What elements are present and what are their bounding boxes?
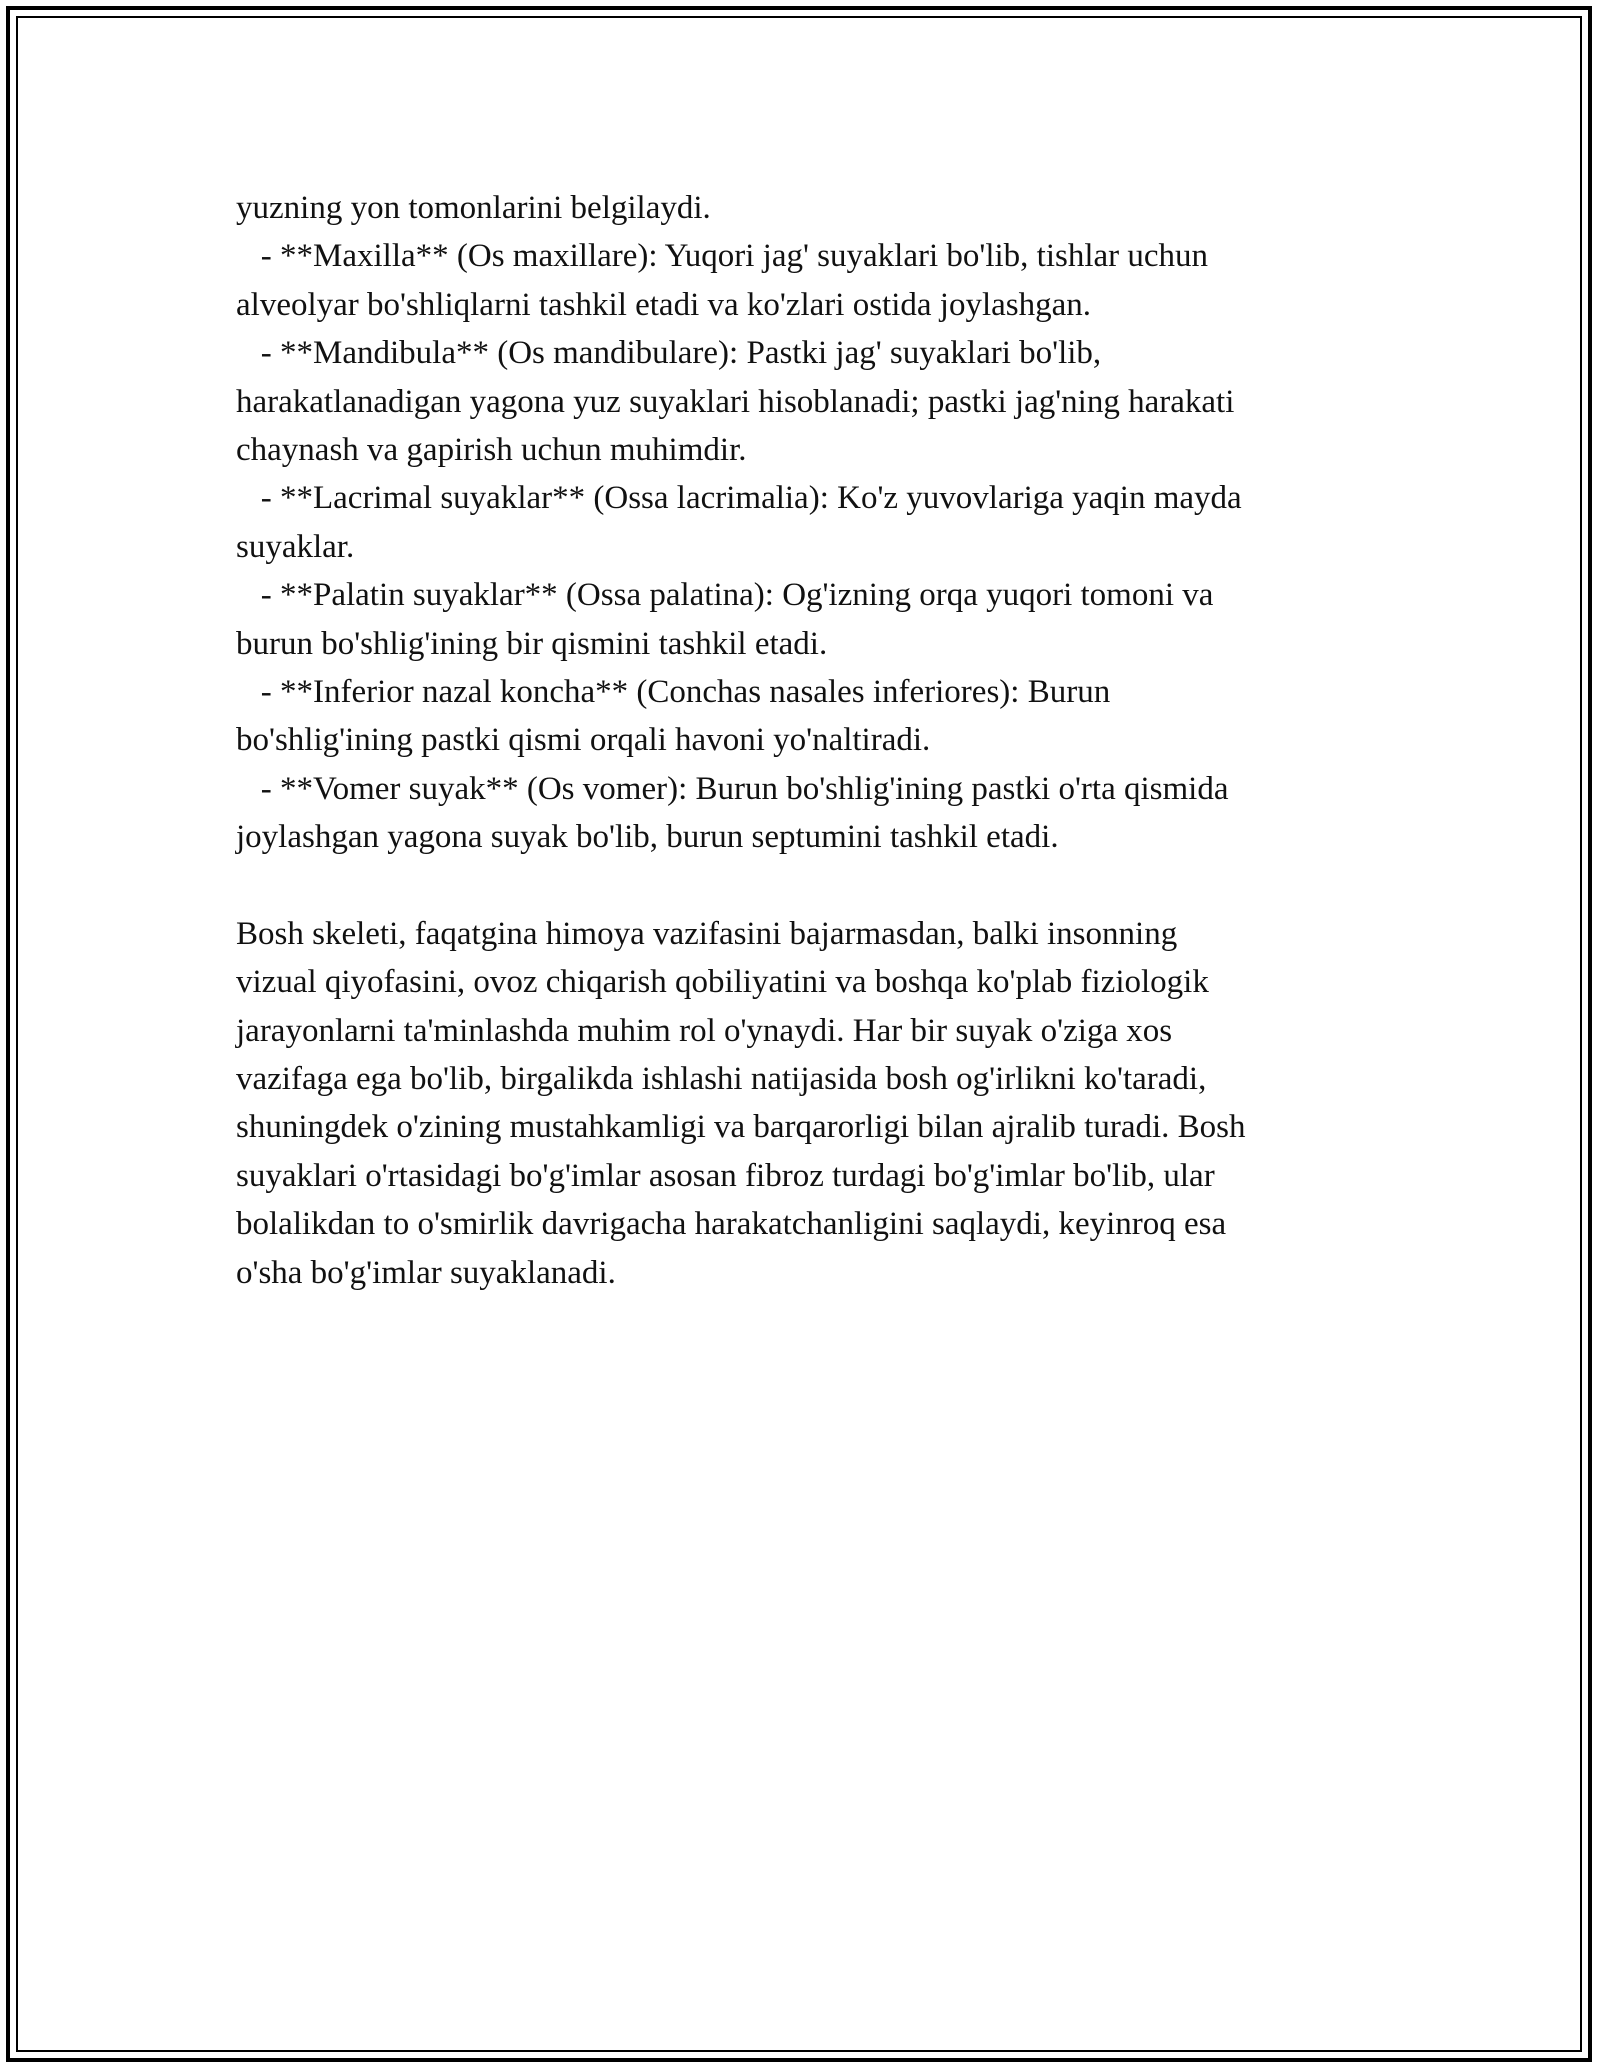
text-line: bo'shlig'ining pastki qismi orqali havoni yo'naltiradi. bbox=[236, 722, 931, 759]
list-item-lacrimal: - **Lacrimal suyaklar** (Ossa lacrimalia): Ko'z yuvovlariga yaqin mayda bbox=[236, 480, 1242, 517]
text-line: shuningdek o'zining mustahkamligi va barqarorligi bilan ajralib turadi. Bosh bbox=[236, 1109, 1246, 1146]
list-item-vomer: - **Vomer suyak** (Os vomer): Burun bo'shlig'ining pastki o'rta qismida bbox=[236, 770, 1229, 807]
document-body bbox=[236, 184, 1366, 1297]
text-line: o'sha bo'g'imlar suyaklanadi. bbox=[236, 1254, 616, 1291]
list-item-mandibula: - **Mandibula** (Os mandibulare): Pastki jag' suyaklari bo'lib, bbox=[236, 335, 1102, 372]
text-line: suyaklar. bbox=[236, 528, 355, 565]
text-line: chaynash va gapirish uchun muhimdir. bbox=[236, 431, 747, 468]
text-line: alveolyar bo'shliqlarni tashkil etadi va ko'zlari ostida joylashgan. bbox=[236, 286, 1092, 323]
summary-paragraph bbox=[236, 910, 1366, 1297]
text-line: Bosh skeleti, faqatgina himoya vazifasini bajarmasdan, balki insonning bbox=[236, 915, 1178, 952]
text-line: vazifaga ega bo'lib, birgalikda ishlashi natijasida bosh og'irlikni ko'taradi, bbox=[236, 1061, 1207, 1098]
text-line: yuzning yon tomonlarini belgilaydi. bbox=[236, 190, 711, 226]
bone-list-section bbox=[236, 184, 1366, 861]
list-item-maxilla: - **Maxilla** (Os maxillare): Yuqori jag' suyaklari bo'lib, tishlar uchun bbox=[236, 238, 1209, 275]
text-line: vizual qiyofasini, ovoz chiqarish qobiliyatini va boshqa ko'plab fiziologik bbox=[236, 964, 1209, 1001]
text-line: bolalikdan to o'smirlik davrigacha harakatchanligini saqlaydi, keyinroq esa bbox=[236, 1206, 1227, 1243]
text-line: harakatlanadigan yagona yuz suyaklari hisoblanadi; pastki jag'ning harakati bbox=[236, 383, 1235, 420]
list-item-inferior-nazal-koncha: - **Inferior nazal koncha** (Conchas nasales inferiores): Burun bbox=[236, 673, 1111, 710]
text-line: suyaklari o'rtasidagi bo'g'imlar asosan fibroz turdagi bo'g'imlar bo'lib, ular bbox=[236, 1157, 1215, 1194]
text-line: burun bo'shlig'ining bir qismini tashkil etadi. bbox=[236, 625, 828, 662]
list-item-palatin: - **Palatin suyaklar** (Ossa palatina): Og'izning orqa yuqori tomoni va bbox=[236, 577, 1214, 614]
paragraph-spacer bbox=[236, 861, 1366, 909]
text-line: joylashgan yagona suyak bo'lib, burun septumini tashkil etadi. bbox=[236, 819, 1059, 856]
text-line: jarayonlarni ta'minlashda muhim rol o'ynaydi. Har bir suyak o'ziga xos bbox=[236, 1012, 1173, 1049]
